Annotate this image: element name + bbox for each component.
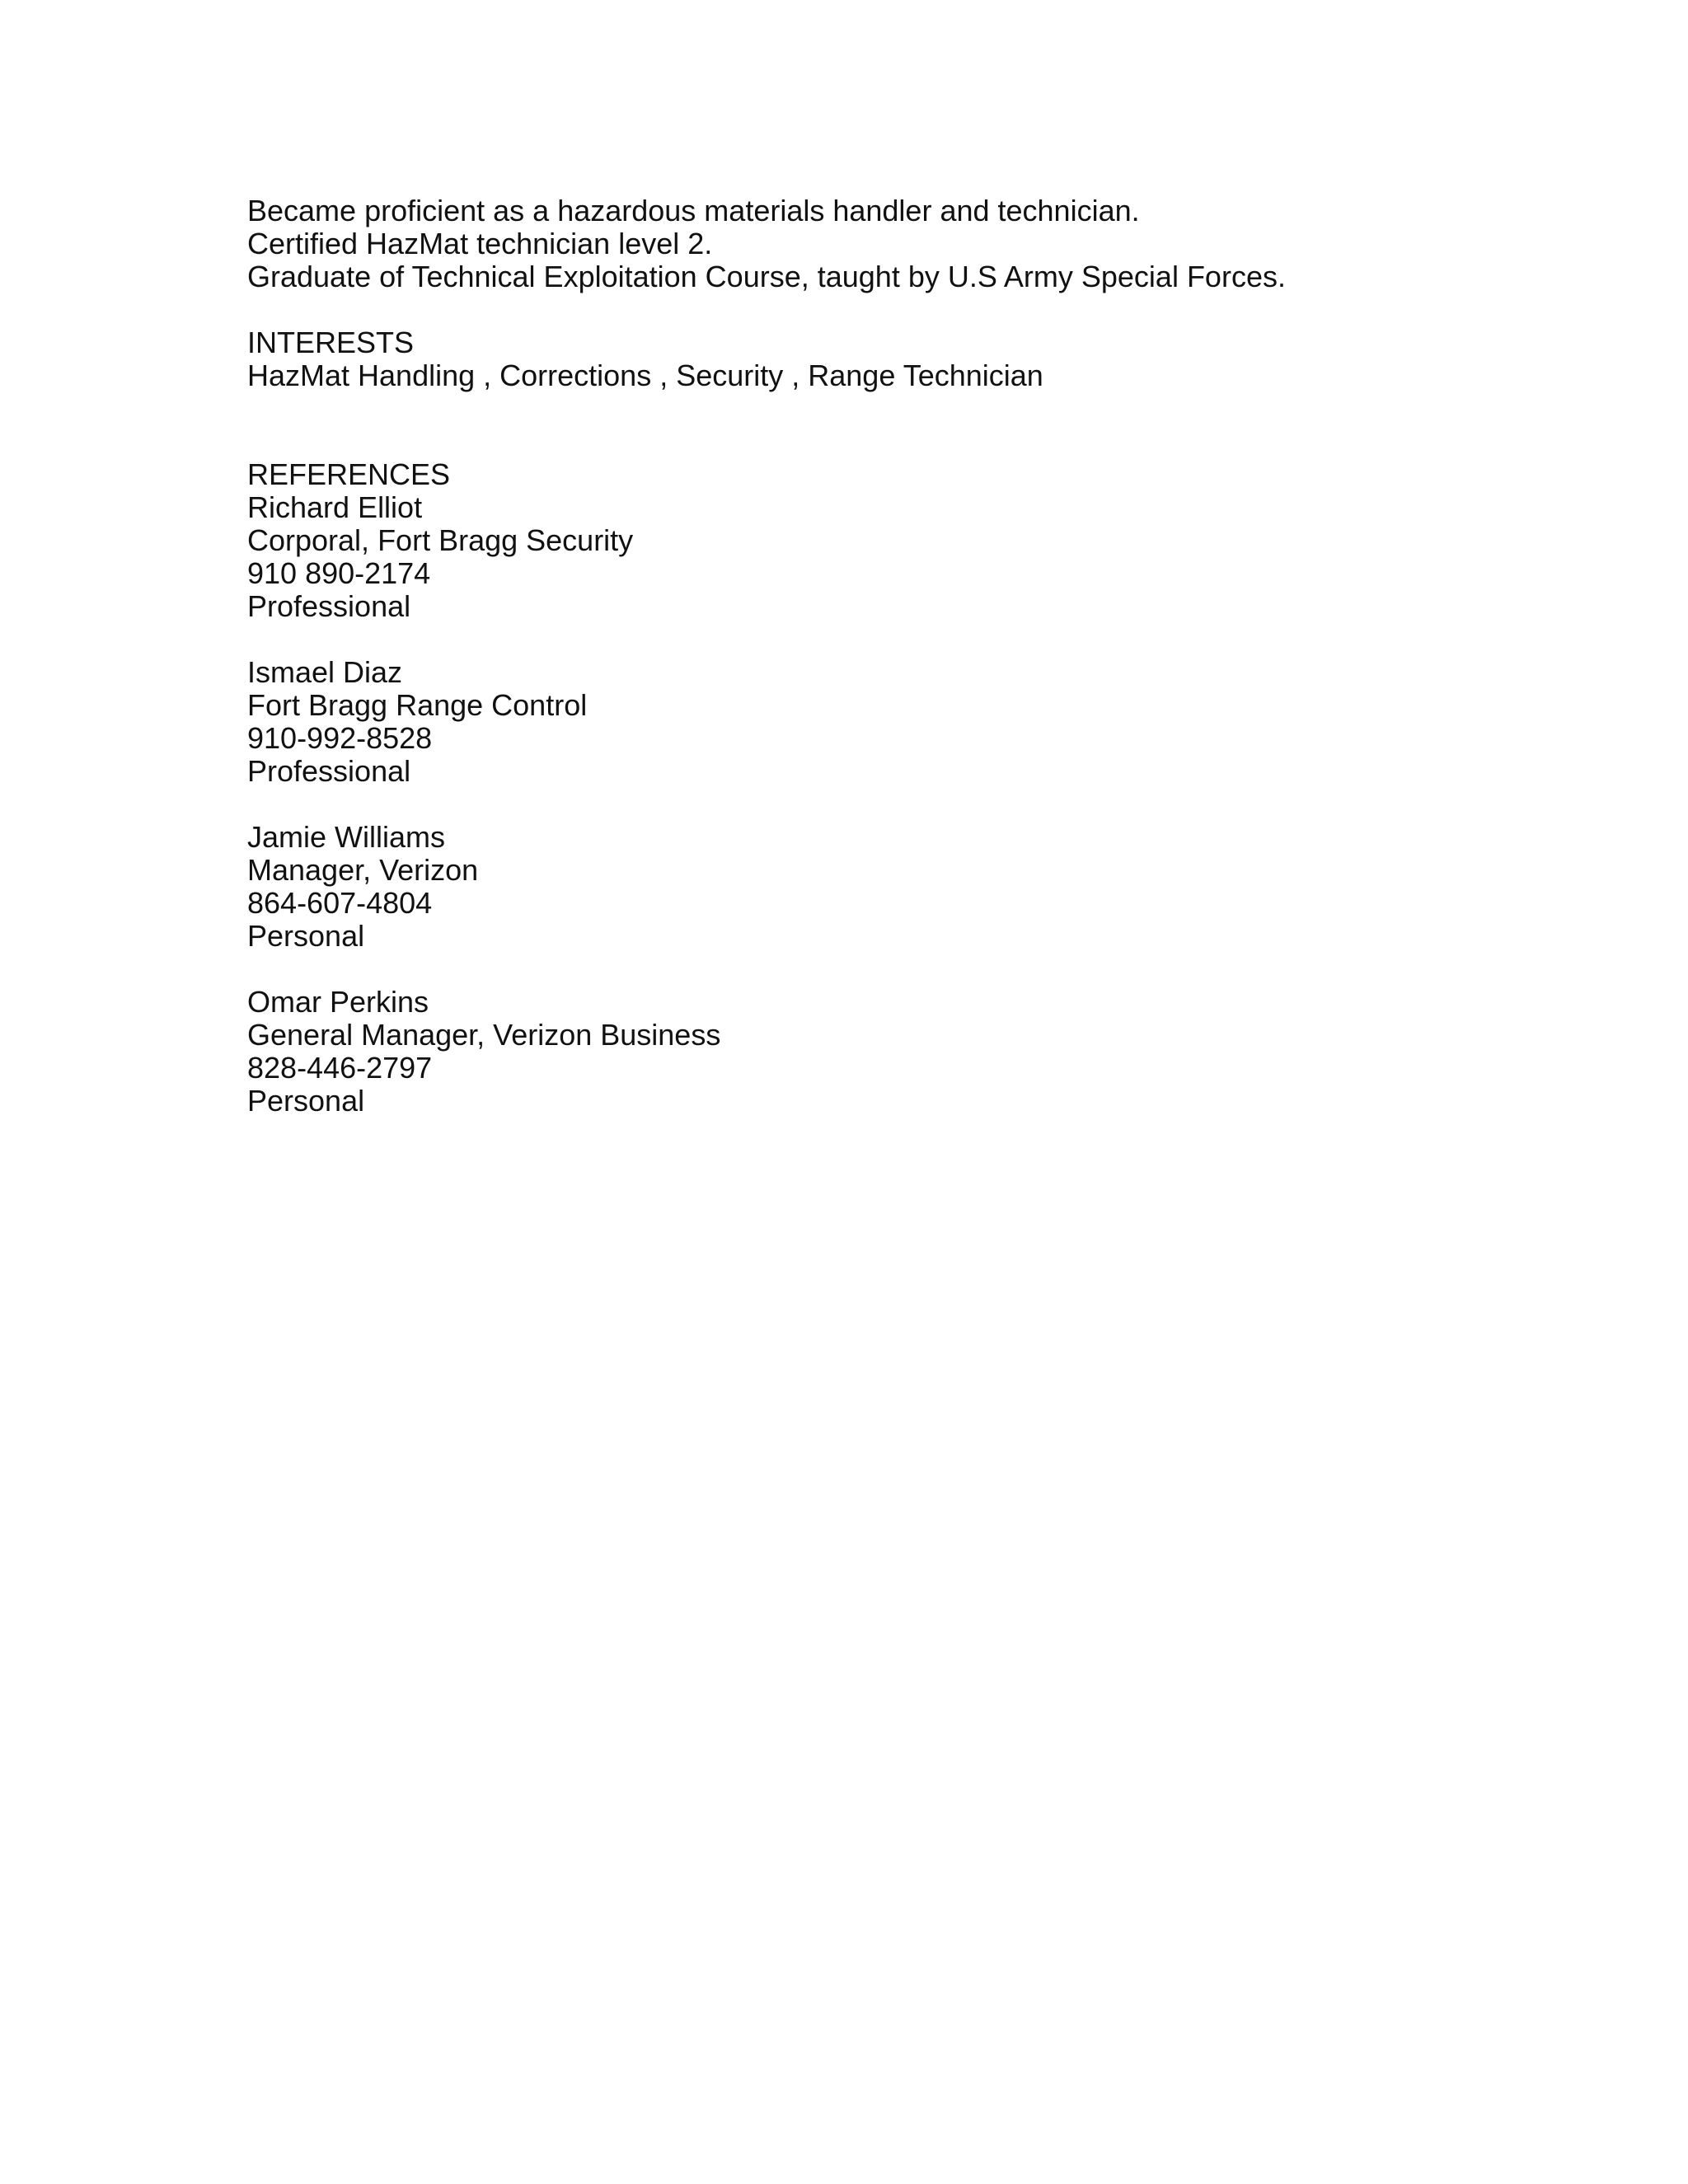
- spacer: [247, 623, 1566, 656]
- reference-type: Personal: [247, 1084, 365, 1118]
- reference-item: [247, 986, 1566, 1118]
- reference-type: Personal: [247, 919, 365, 953]
- interests-heading: INTERESTS: [247, 326, 415, 359]
- reference-item: [247, 821, 1566, 953]
- reference-name: Ismael Diaz: [247, 655, 403, 689]
- reference-title: Corporal, Fort Bragg Security: [247, 523, 634, 557]
- reference-phone: 910-992-8528: [247, 721, 433, 755]
- reference-phone: 910 890-2174: [247, 556, 431, 590]
- interests-text: HazMat Handling , Corrections , Security , Range Technician: [247, 359, 1043, 392]
- resume-content: [247, 194, 1566, 1118]
- reference-title: General Manager, Verizon Business: [247, 1018, 721, 1052]
- reference-title: Manager, Verizon: [247, 853, 479, 887]
- spacer: [247, 953, 1566, 986]
- summary-line: Graduate of Technical Exploitation Course, taught by U.S Army Special Forces.: [247, 260, 1286, 293]
- interests-section: [247, 326, 1566, 392]
- reference-type: Professional: [247, 754, 411, 788]
- reference-name: Jamie Williams: [247, 820, 446, 854]
- references-section: [247, 458, 1566, 1118]
- reference-item: [247, 656, 1566, 788]
- spacer: [247, 788, 1566, 821]
- reference-type: Professional: [247, 589, 411, 623]
- reference-phone: 828-446-2797: [247, 1051, 433, 1085]
- references-heading: REFERENCES: [247, 457, 451, 491]
- reference-title: Fort Bragg Range Control: [247, 688, 588, 722]
- summary-line: Became proficient as a hazardous materials handler and technician.: [247, 194, 1140, 227]
- reference-name: Omar Perkins: [247, 985, 429, 1019]
- spacer: [247, 392, 1566, 458]
- spacer: [247, 293, 1566, 326]
- reference-phone: 864-607-4804: [247, 886, 433, 920]
- summary-line: Certified HazMat technician level 2.: [247, 227, 713, 260]
- summary-section: [247, 194, 1566, 293]
- reference-item: [247, 491, 1566, 623]
- reference-name: Richard Elliot: [247, 490, 423, 524]
